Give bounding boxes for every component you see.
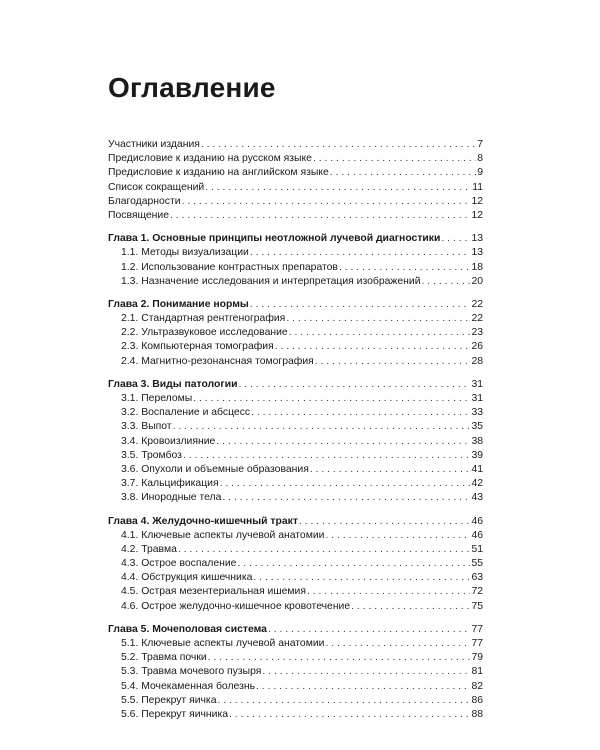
toc-section-page-number: 82: [471, 680, 483, 692]
toc-section[interactable]: [108, 312, 483, 326]
toc-section-label: 5.5. Перекрут яичка: [121, 694, 217, 706]
toc-section-label: 2.2. Ультразвуковое исследование: [121, 327, 288, 339]
dot-leader: [220, 477, 471, 491]
toc-section-page-number: 22: [471, 313, 483, 325]
dot-leader: [182, 195, 471, 209]
dot-leader: [289, 326, 471, 340]
toc-section[interactable]: [108, 637, 483, 651]
toc-section-page-number: 75: [471, 600, 483, 612]
toc-chapter[interactable]: [108, 232, 483, 246]
toc-chapter-label: Глава 1. Основные принципы неотложной лучевой диагностики: [108, 233, 441, 245]
dot-leader: [253, 571, 470, 585]
dot-leader: [208, 651, 471, 665]
toc-entry-page-number: 9: [477, 167, 483, 179]
toc-section-label: 3.3. Выпот: [121, 421, 172, 433]
toc-chapter-label: Глава 2. Понимание нормы: [108, 298, 249, 310]
toc-section[interactable]: [108, 708, 483, 722]
toc-chapter[interactable]: [108, 298, 483, 312]
dot-leader: [339, 261, 470, 275]
dot-leader: [441, 232, 470, 246]
toc-section[interactable]: [108, 420, 483, 434]
toc-section-label: 3.2. Воспаление и абсцесс: [121, 407, 251, 419]
toc-entry-label: Участники издания: [108, 139, 200, 150]
toc-section-label: 3.5. Тромбоз: [121, 449, 182, 461]
section-gap: [108, 369, 483, 378]
toc-section-label: 2.3. Компьютерная томография: [121, 341, 274, 353]
toc-section-page-number: 42: [471, 478, 483, 490]
toc-chapter-page-number: 46: [471, 515, 483, 527]
toc-section[interactable]: [108, 392, 483, 406]
toc-section[interactable]: [108, 355, 483, 369]
toc-section[interactable]: [108, 275, 483, 289]
section-gap: [108, 223, 483, 232]
toc-section-label: 3.8. Инородные тела: [121, 492, 222, 504]
dot-leader: [217, 694, 470, 708]
toc-section[interactable]: [108, 557, 483, 571]
toc-entry-page-number: 11: [472, 181, 483, 193]
toc-section[interactable]: [108, 543, 483, 557]
dot-leader: [307, 585, 470, 599]
toc-section[interactable]: [108, 326, 483, 340]
dot-leader: [251, 406, 470, 420]
dot-leader: [170, 209, 470, 223]
toc-section[interactable]: [108, 600, 483, 614]
toc-section[interactable]: [108, 694, 483, 708]
toc-entry-label: Посвящение: [108, 209, 170, 221]
toc-section-label: 3.1. Переломы: [121, 393, 193, 404]
toc-section[interactable]: [108, 651, 483, 665]
toc-section-page-number: 39: [471, 449, 483, 461]
toc-entry[interactable]: [108, 166, 483, 180]
toc-section-label: 5.1. Ключевые аспекты лучевой анатомии: [121, 638, 325, 649]
toc-entry-page-number: 12: [471, 195, 483, 207]
section-gap: [108, 289, 483, 298]
toc-section-label: 4.1. Ключевые аспекты лучевой анатомии: [121, 529, 325, 541]
dot-leader: [313, 152, 476, 166]
toc-section-label: 4.2. Травма: [121, 543, 177, 555]
toc-section-label: 5.2. Травма почки: [121, 652, 207, 664]
toc-entry-label: Список сокращений: [108, 181, 205, 193]
toc-section-page-number: 20: [471, 275, 483, 287]
toc-section-label: 3.7. Кальцификация: [121, 478, 219, 490]
toc-section-label: 5.6. Перекрут яичника: [121, 708, 229, 720]
toc-section-page-number: 33: [471, 407, 483, 419]
toc-section-page-number: 79: [471, 652, 483, 664]
dot-leader: [222, 491, 470, 505]
toc-section[interactable]: [108, 477, 483, 491]
dot-leader: [216, 435, 470, 449]
toc-section-page-number: 18: [471, 261, 483, 273]
dot-leader: [310, 463, 471, 477]
toc-section[interactable]: [108, 491, 483, 505]
toc-section[interactable]: [108, 261, 483, 275]
toc-section-page-number: 13: [471, 247, 483, 259]
toc-section-page-number: 41: [471, 463, 483, 475]
toc-section-page-number: 28: [471, 355, 483, 367]
toc-section-label: 5.4. Мочекаменная болезнь: [121, 680, 256, 692]
dot-leader: [299, 515, 471, 529]
dot-leader: [315, 355, 471, 369]
toc-section-label: 1.2. Использование контрастных препаратов: [121, 261, 338, 273]
toc-section[interactable]: [108, 340, 483, 354]
toc-section[interactable]: [108, 529, 483, 543]
toc-chapter-label: Глава 5. Мочеполовая система: [108, 623, 267, 635]
dot-leader: [193, 392, 470, 406]
toc-entry[interactable]: [108, 209, 483, 223]
toc-section-page-number: 38: [471, 435, 483, 447]
toc-chapter[interactable]: [108, 623, 483, 637]
toc-section-label: 4.6. Острое желудочно-кишечное кровотечение: [121, 600, 351, 612]
dot-leader: [229, 708, 470, 722]
toc-entry[interactable]: [108, 152, 483, 166]
toc-chapter-page-number: 22: [471, 298, 483, 310]
toc-section[interactable]: [108, 680, 483, 694]
toc-chapter-page-number: 13: [471, 233, 483, 245]
toc-section[interactable]: [108, 406, 483, 420]
toc-section[interactable]: [108, 246, 483, 260]
dot-leader: [173, 420, 471, 434]
dot-leader: [325, 637, 470, 651]
toc-section[interactable]: [108, 665, 483, 679]
dot-leader: [250, 298, 471, 312]
toc-chapter[interactable]: [108, 378, 483, 392]
toc-entry-label: Благодарности: [108, 195, 181, 207]
toc-entry[interactable]: [108, 181, 483, 195]
toc-section[interactable]: [108, 449, 483, 463]
toc-section-label: 4.3. Острое воспаление: [121, 558, 237, 570]
toc-entry-label: Предисловие к изданию на русском языке: [108, 153, 312, 165]
toc-section-page-number: 88: [471, 708, 483, 720]
dot-leader: [256, 680, 470, 694]
toc-entry-label: Предисловие к изданию на английском языке: [108, 167, 329, 179]
toc-chapter-page-number: 77: [471, 623, 483, 635]
dot-leader: [205, 181, 471, 195]
toc-section-page-number: 23: [471, 327, 483, 339]
dot-leader: [237, 557, 470, 571]
dot-leader: [262, 665, 470, 679]
toc-entry-page-number: 7: [477, 139, 483, 150]
toc-section-page-number: 26: [471, 341, 483, 353]
toc-section-label: 3.6. Опухоли и объемные образования: [121, 463, 309, 475]
toc-section-page-number: 86: [471, 694, 483, 706]
toc-entry-page-number: 12: [471, 209, 483, 221]
dot-leader: [250, 246, 471, 260]
page-title: Оглавление: [108, 72, 276, 103]
dot-leader: [268, 623, 471, 637]
toc-section-label: 1.1. Методы визуализации: [121, 247, 249, 259]
dot-leader: [178, 543, 471, 557]
toc-chapter-label: Глава 4. Желудочно-кишечный тракт: [108, 515, 298, 527]
toc-section-page-number: 31: [471, 393, 483, 404]
section-gap: [108, 614, 483, 623]
toc-section[interactable]: [108, 463, 483, 477]
toc-section-page-number: 51: [471, 543, 483, 555]
dot-leader: [330, 166, 476, 180]
toc-chapter-page-number: 31: [471, 378, 483, 390]
dot-leader: [201, 138, 476, 152]
toc-section-page-number: 55: [471, 558, 483, 570]
toc-section[interactable]: [108, 585, 483, 599]
table-of-contents: [108, 138, 483, 722]
toc-chapter[interactable]: [108, 515, 483, 529]
toc-section-page-number: 72: [471, 586, 483, 598]
dot-leader: [275, 340, 471, 354]
toc-entry[interactable]: [108, 195, 483, 209]
toc-entry[interactable]: [108, 138, 483, 152]
toc-section-page-number: 43: [471, 492, 483, 504]
section-gap: [108, 506, 483, 515]
dot-leader: [325, 529, 470, 543]
toc-section-label: 2.1. Стандартная рентгенография: [121, 313, 286, 325]
toc-section-label: 5.3. Травма мочевого пузыря: [121, 666, 262, 678]
toc-section-page-number: 46: [471, 529, 483, 541]
dot-leader: [183, 449, 470, 463]
toc-section-label: 3.4. Кровоизлияние: [121, 435, 216, 447]
toc-section-label: 2.4. Магнитно-резонансная томография: [121, 355, 314, 367]
toc-section-label: 1.3. Назначение исследования и интерпретация изображений: [121, 275, 421, 287]
toc-section-page-number: 81: [471, 666, 483, 678]
toc-section[interactable]: [108, 571, 483, 585]
dot-leader: [286, 312, 470, 326]
dot-leader: [351, 600, 470, 614]
toc-section-label: 4.4. Обструкция кишечника: [121, 572, 253, 584]
toc-section-page-number: 63: [471, 572, 483, 584]
dot-leader: [422, 275, 471, 289]
toc-section-page-number: 77: [471, 638, 483, 649]
toc-entry-page-number: 8: [477, 153, 483, 165]
dot-leader: [238, 378, 470, 392]
toc-section[interactable]: [108, 435, 483, 449]
toc-section-label: 4.5. Острая мезентериальная ишемия: [121, 586, 306, 598]
toc-section-page-number: 35: [471, 421, 483, 433]
toc-chapter-label: Глава 3. Виды патологии: [108, 378, 238, 390]
